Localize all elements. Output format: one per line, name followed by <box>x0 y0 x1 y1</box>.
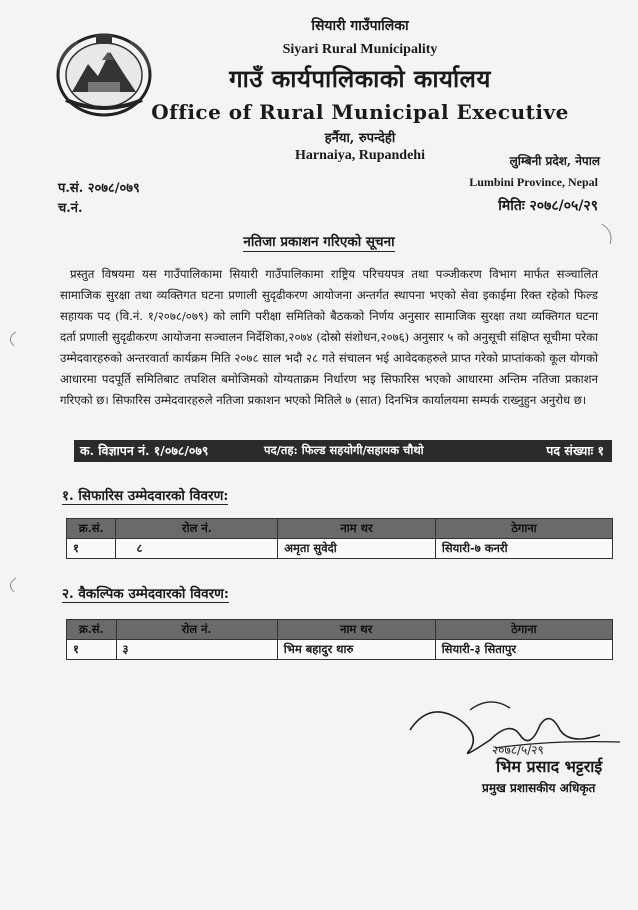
section-alternate-title <box>62 584 229 602</box>
cell-address: सियारी-३ सितापुर <box>435 640 612 660</box>
cell-name: अमृता सुवेदी <box>278 539 436 559</box>
header-serial: क्र.सं. <box>67 620 117 640</box>
scan-mark-icon <box>4 576 18 594</box>
dispatch-number: च.नं. <box>58 201 83 216</box>
table-header-row <box>67 620 613 640</box>
alternate-table <box>66 619 613 660</box>
header-roll: रोल नं. <box>116 519 278 539</box>
notice-date: मितिः २०७८/०५/२९ <box>498 198 598 214</box>
cell-roll: ८ <box>116 539 278 559</box>
table-header-row <box>67 519 613 539</box>
scan-mark-icon <box>4 330 18 348</box>
section-recommended-label: १. सिफारिस उम्मेदवारको विवरण: <box>62 488 229 504</box>
cell-name: भिम बहादुर थारु <box>277 640 435 660</box>
signature-date: २०७८/५/२९ <box>492 743 544 757</box>
signatory-name: भिम प्रसाद भट्टराई <box>496 757 603 776</box>
ad-number: क. विज्ञापन नं. १/०७८/०७९ <box>80 443 209 458</box>
scan-mark-icon <box>600 222 620 246</box>
header-address: ठेगाना <box>435 620 612 640</box>
recommended-table <box>66 518 613 559</box>
header-name: नाम थर <box>277 620 435 640</box>
municipality-name-np: सियारी गाउँपालिका <box>311 18 409 34</box>
province-np: लुम्बिनी प्रदेश, नेपाल <box>509 154 600 168</box>
notice-subject <box>0 232 638 250</box>
section-recommended-title <box>62 486 228 504</box>
municipality-name-en: Siyari Rural Municipality <box>282 42 438 57</box>
post-level: पद/तह: फिल्ड सहयोगी/सहायक चौथो <box>264 443 424 457</box>
header-roll: रोल नं. <box>116 620 277 640</box>
office-name-en: Office of Rural Municipal Executive <box>151 100 569 124</box>
header-serial: क्र.सं. <box>67 519 116 539</box>
reference-number: प.सं. २०७८/०७९ <box>58 181 140 196</box>
address-en: Harnaiya, Rupandehi <box>295 148 425 163</box>
notice-body: प्रस्तुत विषयमा यस गाउँपालिकामा सियारी गाउँपालिकामा राष्ट्रिय परिचयपत्र तथा पञ्जीकरण विभाग मार्फत सञ्चालित सामाजिक सुरक्षा तथा व्यक्तिगत घटना प्रणाली सुदृढीकरण आयोजना अन्तर्गत स्थापना भएको सेवा इकाईमा रिक्त रहेको फिल्ड सहायक पद (वि.नं. १/२०७८/०७९) को लागि परीक्षा समितिको बैठकको निर्णय अनुसार सामाजिक सुरक्षा तथा व्यक्तिगत घटना दर्ता प्रणाली सुदृढीकरण आयोजना सञ्चालन निर्देशिका,२०७४ (दोस्रो संशोधन,२०७६) अनुसार ५ को अनुसूची संक्षिप्त सूचीमा परेका उम्मेदवारहरुको अन्तरवार्ता कार्यक्रम मिति २०७८ साल भदौ २८ गते संचालन भई आवेदकहरुले प्राप्त गरेको प्राप्तांकको कूल योगको आधारमा पदपूर्ति समितिबाट तपशिल बमोजिमको योग्यताक्रम निर्धारण भइ सिफारिस भएको आधारमा अन्तिम नतिजा प्रकाशन गरिएको छ। सिफारिस उम्मेदवारहरुले नतिजा प्रकाशन भएको मितिले ७ (सात) दिनभित्र कार्यालयमा सम्पर्क राख्नुहुन अनुरोध छ। <box>60 267 598 407</box>
post-count: पद संख्याः १ <box>546 443 604 458</box>
advertisement-bar <box>74 440 612 462</box>
table-row <box>67 539 613 559</box>
header-address: ठेगाना <box>435 519 612 539</box>
cell-address: सियारी-७ कनरी <box>435 539 612 559</box>
section-alternate-label: २. वैकल्पिक उम्मेदवारको विवरण: <box>62 586 229 602</box>
province-en: Lumbini Province, Nepal <box>469 175 598 189</box>
table-row <box>67 640 613 660</box>
cell-serial: १ <box>67 539 116 559</box>
address-np: हर्नैया, रुपन्देही <box>324 131 396 146</box>
cell-roll: ३ <box>116 640 277 660</box>
signatory-title: प्रमुख प्रशासकीय अधिकृत <box>482 781 596 795</box>
office-name-np: गाउँ कार्यपालिकाको कार्यालय <box>229 64 491 93</box>
nepal-emblem-icon <box>52 30 156 120</box>
header-name: नाम थर <box>278 519 436 539</box>
subject-text: नतिजा प्रकाशन गरिएको सूचना <box>243 234 395 250</box>
cell-serial: १ <box>67 640 117 660</box>
